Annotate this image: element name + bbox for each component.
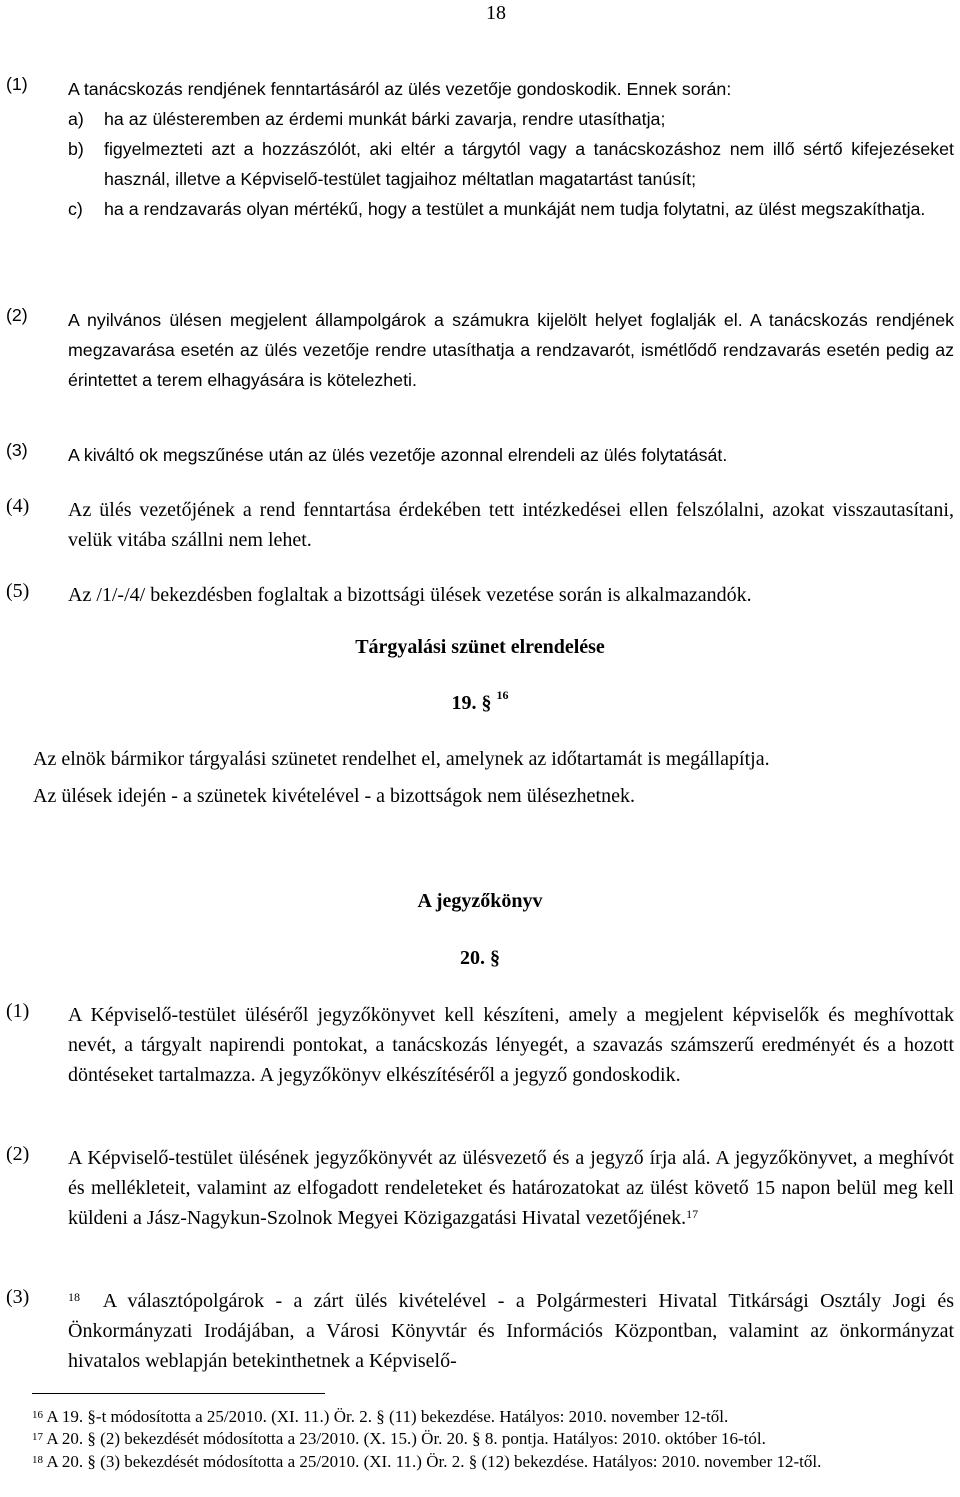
paragraph-lead: A tanácskozás rendjének fenntartásáról az ülés vezetője gondoskodik. Ennek során: bbox=[68, 79, 732, 99]
section-19-line-2: Az ülések idején - a szünetek kivételével - a bizottságok nem ülésezhetnek. bbox=[33, 785, 635, 807]
paragraph-text: A kiváltó ok megszűnése után az ülés vezetője azonnal elrendeli az ülés folytatását. bbox=[68, 445, 728, 465]
footnote-18 bbox=[32, 1452, 932, 1472]
footnote-ref[interactable]: 18 bbox=[68, 1290, 80, 1304]
footnote-number: 18 bbox=[32, 1454, 43, 1466]
section-19-line-1: Az elnök bármikor tárgyalási szünetet rendelhet el, amelynek az időtartamát is megállapítja. bbox=[33, 748, 770, 770]
section-number-text: 19. § bbox=[451, 692, 492, 714]
paragraph-number: (4) bbox=[6, 495, 30, 517]
paragraph-number: (5) bbox=[6, 580, 30, 602]
section-title: Tárgyalási szünet elrendelése bbox=[355, 636, 605, 658]
paragraph-number: (1) bbox=[6, 74, 28, 94]
footnote-text: A 20. § (2) bekezdését módosította a 23/2010. (X. 15.) Ör. 20. § 8. pontja. Hatályos: 2010. október 16-tól. bbox=[46, 1429, 766, 1448]
section-title: A jegyzőkönyv bbox=[417, 890, 543, 912]
paragraph-number: (2) bbox=[6, 1143, 30, 1165]
paragraph-text bbox=[68, 1286, 954, 1376]
paragraph-text-body: A választópolgárok - a zárt ülés kivételével - a Polgármesteri Hivatal Titkársági Osztály Jogi és Önkormányzati Irodájában, a Városi Könyvtár és Információs Központban, valamint az önkormányzat hivatalos weblapján betekinthetnek a Képviselő- bbox=[68, 1290, 954, 1372]
footnote-number: 16 bbox=[32, 1409, 43, 1421]
footnote-17 bbox=[32, 1429, 932, 1449]
section-number: 20. § bbox=[460, 947, 500, 969]
footnote-number: 17 bbox=[32, 1431, 43, 1443]
list-label: a) bbox=[68, 109, 84, 129]
paragraph-text bbox=[68, 1143, 954, 1233]
list-text: figyelmezteti azt a hozzászólót, aki eltér a tárgytól vagy a tanácskozáshoz nem illő sértő kifejezéseket használ, illetve a Képviselő-testület tagjaihoz méltatlan magatartást tanúsít; bbox=[104, 139, 954, 189]
paragraph-number: (3) bbox=[6, 440, 28, 460]
list-label: c) bbox=[68, 199, 83, 219]
paragraph-text: A Képviselő-testület üléséről jegyzőkönyvet kell készíteni, amely a megjelent képviselők és meghívottak nevét, a tárgyalt napirendi pontokat, a tanácskozás lényegét, a szavazás számszerű eredményét és a hozott döntéseket tartalmazza. A jegyzőkönyv elkészítéséről a jegyző gondoskodik. bbox=[68, 1004, 954, 1086]
list-text: ha a rendzavarás olyan mértékű, hogy a testület a munkáját nem tudja folytatni, az ülést megszakíthatja. bbox=[104, 199, 926, 219]
page-number: 18 bbox=[486, 2, 506, 24]
footnote-separator bbox=[32, 1393, 325, 1394]
list-text: ha az ülésteremben az érdemi munkát bárki zavarja, rendre utasíthatja; bbox=[104, 109, 666, 129]
paragraph-number: (3) bbox=[6, 1286, 30, 1308]
paragraph-text: Az ülés vezetőjének a rend fenntartása érdekében tett intézkedései ellen felszólalni, azokat visszautasítani, velük vitába szállni nem lehet. bbox=[68, 499, 954, 551]
paragraph-number: (2) bbox=[6, 305, 28, 325]
paragraph-number: (1) bbox=[6, 1000, 30, 1022]
footnote-ref[interactable]: 17 bbox=[686, 1207, 699, 1221]
list-item-c bbox=[68, 194, 954, 224]
paragraph-text-body: A Képviselő-testület ülésének jegyzőkönyvét az ülésvezető és a jegyző írja alá. A jegyzőkönyvet, a meghívót és mellékleteit, valamint az elfogadott rendeleteket és határozatokat az ülést követő 15 napon belül meg kell küldeni a Jász-Nagykun-Szolnok Megyei Közigazgatási Hivatal vezetőjének. bbox=[68, 1147, 954, 1229]
list-item-b bbox=[68, 134, 954, 194]
list-item-a bbox=[68, 104, 954, 134]
footnote-ref[interactable]: 16 bbox=[496, 688, 509, 702]
section-number bbox=[0, 688, 960, 715]
footnote-16 bbox=[32, 1407, 932, 1427]
list-label: b) bbox=[68, 139, 84, 159]
paragraph-text: Az /1/-/4/ bekezdésben foglaltak a bizottsági ülések vezetése során is alkalmazandók. bbox=[68, 584, 752, 606]
footnote-text: A 20. § (3) bekezdését módosította a 25/2010. (XI. 11.) Ör. 2. § (12) bekezdése. Hatályos: 2010. november 12-től. bbox=[46, 1452, 822, 1471]
footnote-text: A 19. §-t módosította a 25/2010. (XI. 11.) Ör. 2. § (11) bekezdése. Hatályos: 2010. november 12-től. bbox=[46, 1407, 729, 1426]
paragraph-text: A nyilvános ülésen megjelent állampolgárok a számukra kijelölt helyet foglalják el. A tanácskozás rendjének megzavarása esetén az ülés vezetője rendre utasíthatja a rendzavarót, ismétlődő rendzavarás esetén pedig az érintettet a terem elhagyására is kötelezheti. bbox=[68, 310, 954, 390]
